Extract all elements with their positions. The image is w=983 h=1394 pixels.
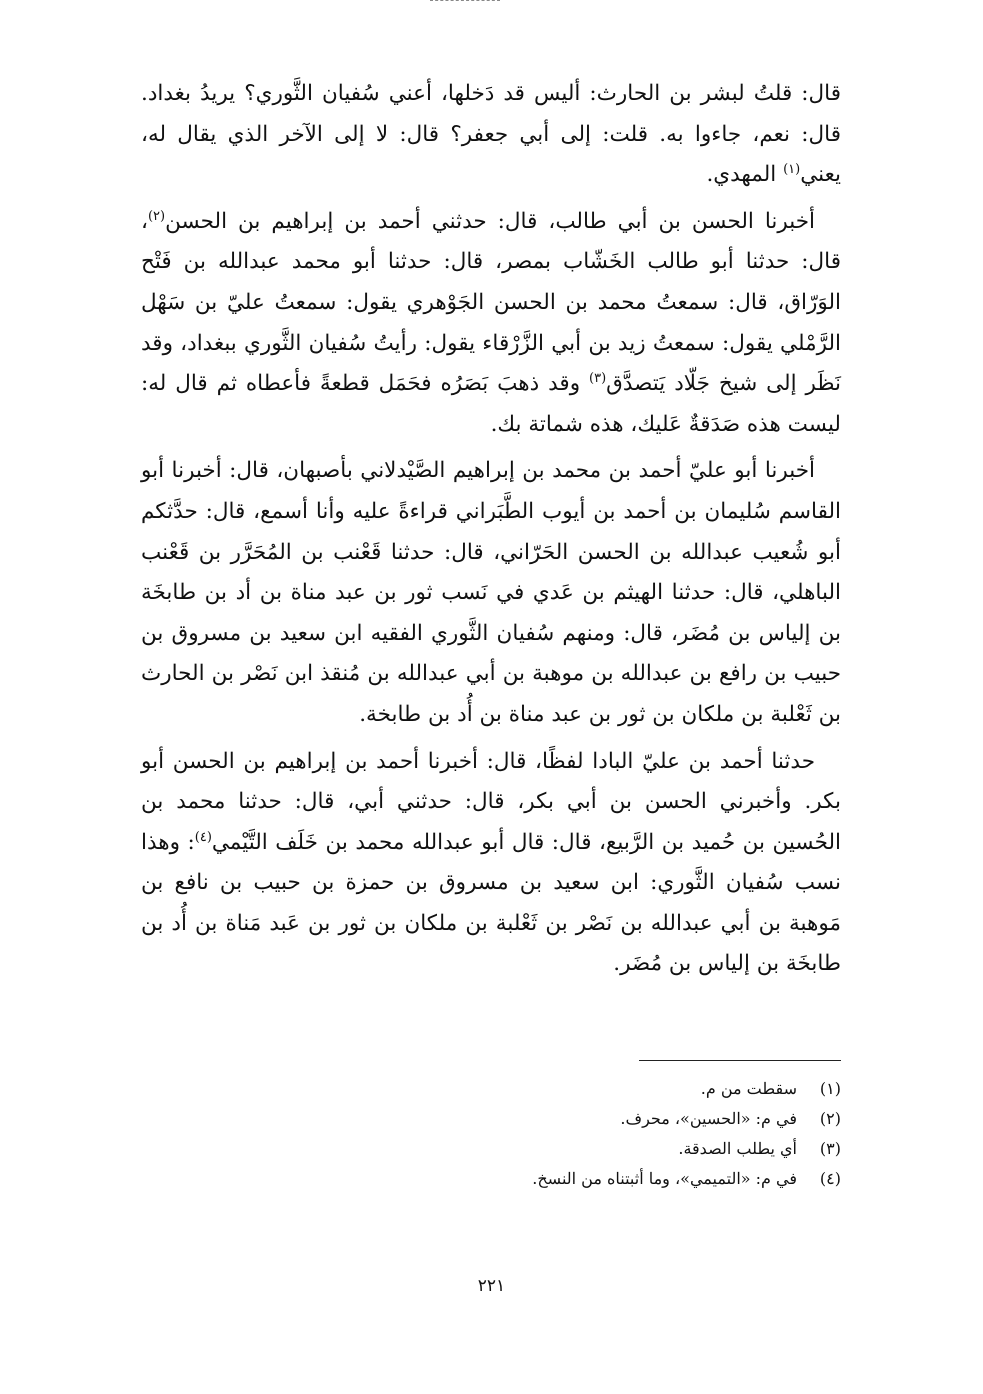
footnotes <box>141 1074 841 1194</box>
paragraph-text: وقد ذهبَ بَصَرُه فحَمَل قطعةً فأعطاه ثم قال له: ليست هذه صَدَقةٌ عَليك، هذه شماتة بك. <box>141 371 841 437</box>
paragraph-1 <box>141 74 841 196</box>
footnote-reference[interactable]: (٢) <box>147 208 166 224</box>
footnote-item <box>141 1074 841 1104</box>
scan-artifact <box>430 0 500 7</box>
footnote-number: (٣) <box>819 1139 841 1158</box>
footnote-divider <box>639 1060 841 1061</box>
footnote-item <box>141 1164 841 1194</box>
paragraph-text: حدثنا أحمد بن عليّ البادا لفظًا، قال: أخبرنا أحمد بن إبراهيم بن الحسن أبو بكر. وأخبرني الحسن بن أبي بكر، قال: حدثني أبي، قال: حدثنا محمد بن الحُسين بن حُميد بن الرَّبيع، قال: قال أبو عبدالله محمد بن خَلَف التَّيْمي <box>141 748 841 855</box>
footnote-reference[interactable]: (٤) <box>194 829 212 845</box>
footnote-number: (١) <box>819 1079 841 1098</box>
footnote-text: في م: «الحسين»، محرف. <box>620 1109 797 1128</box>
footnote-text: في م: «التميمي»، وما أثبتناه من النسخ. <box>532 1169 797 1188</box>
footnote-number: (٢) <box>819 1109 841 1128</box>
footnote-reference[interactable]: (١) <box>783 162 801 178</box>
paragraph-2 <box>141 202 841 446</box>
paragraph-text: المهدي. <box>706 162 784 188</box>
paragraph-text: أخبرنا أبو عليّ أحمد بن محمد بن إبراهيم الصَّيْدلاني بأصبهان، قال: أخبرنا أبو القاسم سُليمان بن أحمد بن أيوب الطَّبَراني قراءةً عليه وأنا أسمع، قال: حدَّثكم أبو شُعيب عبدالله بن الحسن الحَرّاني، قال: حدثنا قَعْنب بن المُحَرَّر بن قَعْنب الباهلي، قال: حدثنا الهيثم بن عَدي في نَسب ثور بن عبد مناة بن أد بن طابخَة بن إلياس بن مُضَر، قال: ومنهم سُفيان الثَّوري الفقيه ابن سعيد بن مسروق بن حبيب بن رافع بن عبدالله بن موهبة بن أبي عبدالله بن مُنقذ ابن نَصْر بن الحارث بن ثَعْلبة بن ملكان بن ثور بن عبد مناة بن أُد بن طابخة. <box>141 458 841 727</box>
paragraph-text: ، قال: حدثنا أبو طالب الخَشّاب بمصر، قال: حدثنا أبو محمد عبدالله بن فَتْح الوَرّاق، قال: سمعتُ محمد بن الحسن الجَوْهري يقول: سمعتُ عليّ بن سَهْل الرَّمْلي يقول: سمعتُ زيد بن أبي الزَّرْقاء يقول: رأيتُ سُفيان الثَّوري ببغداد، وقد نَظَر إلى شيخ جَلّاد يَتصدَّق <box>141 208 842 397</box>
paragraph-text: قال: قلتُ لبشر بن الحارث: أليس قد دَخلها، أعني سُفيان الثَّوري؟ يريدُ بغداد. قال: نعم، جاءوا به. قلت: إلى أبي جعفر؟ قال: لا إلى الآخر الذي يقال له، يعني <box>141 81 841 188</box>
paragraph-text: : وهذا نسب سُفيان الثَّوري: ابن سعيد بن مسروق بن حمزة بن حبيب بن نافع بن مَوهبة بن أبي عبدالله بن نَصْر بن ثَعْلبة بن ملكان بن ثور بن عَبد مَناة بن أُد بن طابخَة بن إلياس بن مُضَر. <box>141 829 841 977</box>
footnote-number: (٤) <box>819 1169 841 1188</box>
footnote-text: أي يطلب الصدقة. <box>678 1139 797 1158</box>
footnote-item <box>141 1134 841 1164</box>
page-number: ٢٢١ <box>477 1276 506 1296</box>
main-text <box>141 74 841 991</box>
paragraph-text: أخبرنا الحسن بن أبي طالب، قال: حدثني أحمد بن إبراهيم بن الحسن <box>165 208 815 234</box>
paragraph-4 <box>141 742 841 986</box>
footnote-reference[interactable]: (٣) <box>589 371 607 386</box>
paragraph-3 <box>141 451 841 735</box>
footnote-text: سقطت من م. <box>700 1079 797 1098</box>
footnote-item <box>141 1104 841 1134</box>
